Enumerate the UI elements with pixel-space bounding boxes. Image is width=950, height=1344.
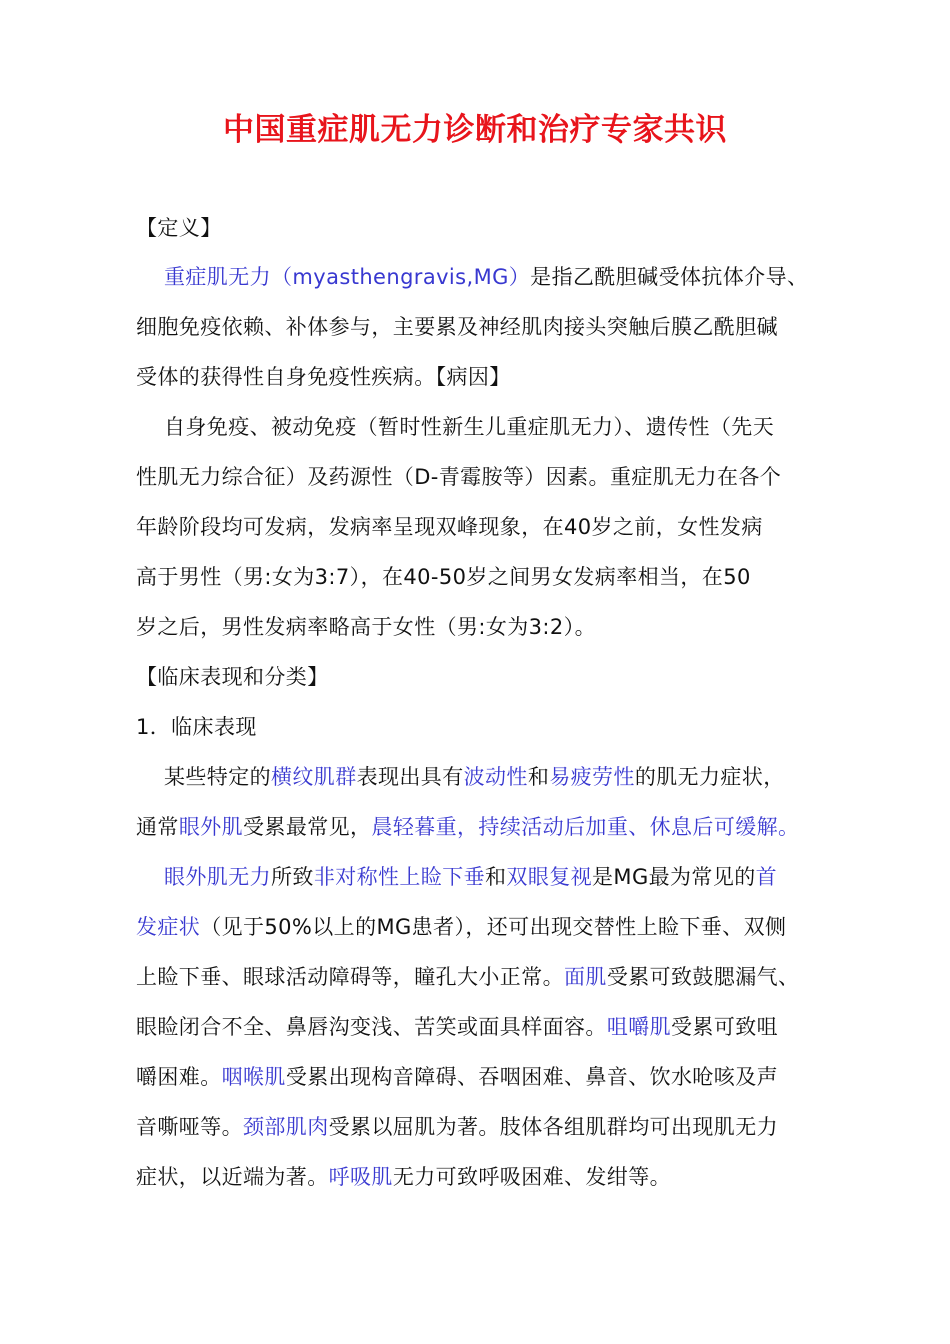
highlight-first: 首 <box>755 865 778 889</box>
text: 症状，以近端为著。 <box>136 1165 329 1189</box>
highlight-striated-muscle: 横纹肌群 <box>271 765 357 789</box>
p2-line-4 <box>136 1013 778 1041</box>
text: 受累可致咀 <box>671 1015 779 1039</box>
highlight-onset-symptom: 发症状 <box>136 915 201 939</box>
text: 上睑下垂、眼球活动障碍等，瞳孔大小正常。 <box>136 965 564 989</box>
cause-line-5: 岁之后，男性发病率略高于女性（男:女为3:2）。 <box>136 615 596 639</box>
highlight-fatigability: 易疲劳性 <box>549 765 635 789</box>
definition-line-1 <box>164 263 808 291</box>
text: （见于50%以上的MG患者），还可出现交替性上睑下垂、双侧 <box>200 915 787 939</box>
highlight-respiratory-muscle: 呼吸肌 <box>328 1165 393 1189</box>
text: 和 <box>527 765 550 789</box>
p2-line-2 <box>136 913 786 941</box>
text: 受累最常见， <box>243 815 372 839</box>
text: 受累以屈肌为著。肢体各组肌群均可出现肌无力 <box>328 1115 779 1139</box>
text: 眼睑闭合不全、鼻唇沟变浅、苦笑或面具样面容。 <box>136 1015 607 1039</box>
p2-line-6 <box>136 1113 778 1141</box>
definition-line-3: 受体的获得性自身免疫性疾病。【病因】 <box>136 365 511 389</box>
highlight-extraocular-muscle: 眼外肌 <box>178 815 244 839</box>
p2-line-3 <box>136 963 799 991</box>
definition-line-2: 细胞免疫依赖、补体参与，主要累及神经肌肉接头突触后膜乙酰胆碱 <box>136 315 778 339</box>
text: 音嘶哑等。 <box>136 1115 243 1139</box>
text: 无力可致呼吸困难、发绀等。 <box>392 1165 672 1189</box>
highlight-neck-muscle: 颈部肌肉 <box>243 1115 329 1139</box>
p1-line-1 <box>164 763 785 791</box>
highlight-extraocular-weakness: 眼外肌无力 <box>164 865 271 889</box>
subheading-clinical-manifestation: 1．临床表现 <box>136 715 257 739</box>
p1-line-2 <box>136 813 799 841</box>
text: 和 <box>485 865 507 889</box>
highlight-fluctuation: 波动性 <box>463 765 528 789</box>
cause-line-1: 自身免疫、被动免疫（暂时性新生儿重症肌无力）、遗传性（先天 <box>164 415 775 439</box>
cause-line-3: 年龄阶段均可发病，发病率呈现双峰现象，在40岁之前，女性发病 <box>136 515 763 539</box>
text: 所致 <box>271 865 314 889</box>
text: 通常 <box>136 815 179 839</box>
text: 嚼困难。 <box>136 1065 222 1089</box>
text: 的肌无力症状， <box>634 765 785 789</box>
text: 受累可致鼓腮漏气、 <box>606 965 800 989</box>
highlight-masticatory-muscle: 咀嚼肌 <box>606 1015 672 1039</box>
cause-line-4: 高于男性（男:女为3:7），在40-50岁之间男女发病率相当，在50 <box>136 565 751 589</box>
text: 某些特定的 <box>164 765 271 789</box>
highlight-facial-muscle: 面肌 <box>564 965 607 989</box>
text: 表现出具有 <box>356 765 464 789</box>
text: 受累出现构音障碍、吞咽困难、鼻音、饮水呛咳及声 <box>285 1065 779 1089</box>
p2-line-1 <box>164 863 777 891</box>
highlight-ptosis: 非对称性上睑下垂 <box>313 865 486 889</box>
section-heading-definition: 【定义】 <box>136 216 222 240</box>
highlight-diplopia: 双眼复视 <box>506 865 593 889</box>
section-heading-clinical: 【临床表现和分类】 <box>136 665 329 689</box>
cause-line-2: 性肌无力综合征）及药源性（D-青霉胺等）因素。重症肌无力在各个 <box>136 465 782 489</box>
highlight-diurnal-variation: 晨轻暮重，持续活动后加重、休息后可缓解。 <box>371 815 800 839</box>
p2-line-7 <box>136 1163 671 1191</box>
definition-text: 是指乙酰胆碱受体抗体介导、 <box>530 265 809 289</box>
term-myasthenia-gravis: 重症肌无力（myasthengravis,MG） <box>164 265 531 289</box>
highlight-pharyngeal-muscle: 咽喉肌 <box>221 1065 286 1089</box>
document-title: 中国重症肌无力诊断和治疗专家共识 <box>223 112 727 148</box>
p2-line-5 <box>136 1063 778 1091</box>
text: 是MG最为常见的 <box>592 865 756 889</box>
